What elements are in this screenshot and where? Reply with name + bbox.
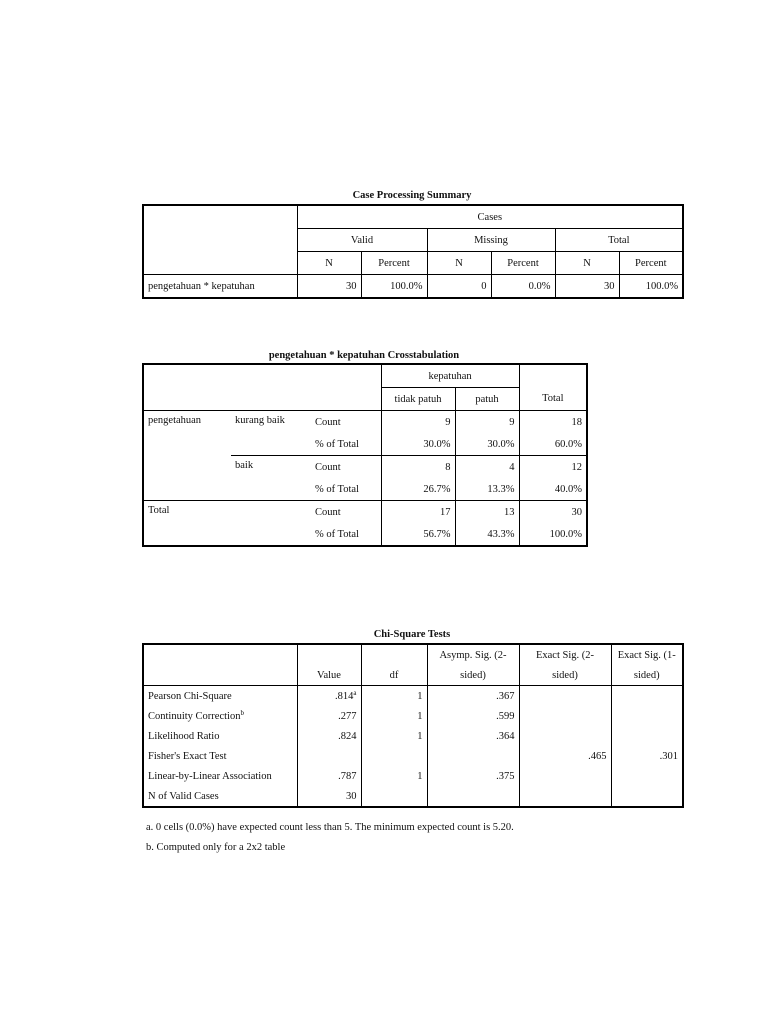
cell-value: 26.7% [381,478,455,501]
cell-value: 100.0% [361,275,427,299]
cell-value: 1 [361,706,427,726]
cell-value: 30 [297,786,361,807]
cell-value [519,766,611,786]
missing-header: Missing [427,229,555,252]
table-row [143,786,683,807]
cell-value: 8 [381,456,455,479]
cell-value [519,706,611,726]
cell-value: 9 [455,411,519,434]
cell-value: 1 [361,726,427,746]
cell-value: 12 [519,456,587,479]
chi-square-table [142,643,684,808]
cell-value [519,726,611,746]
stat-label: Count [311,411,381,434]
col-total: Total [519,388,587,411]
col-n: N [555,252,619,275]
col-tidak-patuh: tidak patuh [381,388,455,411]
cell-value: 30 [555,275,619,299]
corner-cell [143,205,297,275]
test-label: Likelihood Ratio [143,726,297,746]
cell-value: 43.3% [455,523,519,546]
empty-cell [297,644,361,665]
cell-value: .787 [297,766,361,786]
value-header: Value [297,665,361,686]
test-label: Continuity Correction$^b$ [143,706,297,726]
table-row [143,746,683,766]
cell-value: .599 [427,706,519,726]
table-row [143,275,683,299]
table-row [143,411,587,434]
cell-value: 40.0% [519,478,587,501]
case-summary-title: Case Processing Summary [352,190,472,201]
cell-value: 1 [361,686,427,707]
stat-label: % of Total [311,523,381,546]
crosstab-title: pengetahuan * kepatuhan Crosstabulation [268,350,460,361]
cell-value [611,786,683,807]
crosstab-table [142,363,588,547]
cell-value [611,686,683,707]
footnote-a: a. 0 cells (0.0%) have expected count less than 5. The minimum expected count is 5.20. [146,822,514,833]
col-n: N [297,252,361,275]
col-percent: Percent [361,252,427,275]
cell-value [427,786,519,807]
kepatuhan-header: kepatuhan [381,364,519,388]
cell-value: .367 [427,686,519,707]
cell-value: .824 [297,726,361,746]
total-row-label: Total [143,501,311,547]
exact1-header: Exact Sig. (1- [611,644,683,665]
exact1-header-2: sided) [611,665,683,686]
cell-value: 56.7% [381,523,455,546]
col-n: N [427,252,491,275]
cell-value: 13.3% [455,478,519,501]
cell-value: 18 [519,411,587,434]
cell-value: .375 [427,766,519,786]
cell-value: 17 [381,501,455,524]
asymp-header-2: sided) [427,665,519,686]
cell-value: 13 [455,501,519,524]
test-label: Linear-by-Linear Association [143,766,297,786]
col-percent: Percent [619,252,683,275]
row-var-label: pengetahuan [143,411,231,501]
col-percent: Percent [491,252,555,275]
cell-value: 4 [455,456,519,479]
cell-value: 100.0% [519,523,587,546]
valid-header: Valid [297,229,427,252]
table-row [143,766,683,786]
cell-value: .465 [519,746,611,766]
total-header: Total [555,229,683,252]
cell-value [361,786,427,807]
cell-value: 30.0% [455,433,519,456]
cell-value: 30 [297,275,361,299]
chi-square-title: Chi-Square Tests [373,629,451,640]
cell-value [361,746,427,766]
test-label: Fisher's Exact Test [143,746,297,766]
empty-cell [361,644,427,665]
cell-value [427,746,519,766]
table-row [143,686,683,707]
cell-value: .814$^a$ [297,686,361,707]
stat-label: % of Total [311,433,381,456]
test-label: N of Valid Cases [143,786,297,807]
cell-value: 60.0% [519,433,587,456]
cell-value [611,766,683,786]
stat-label: Count [311,501,381,524]
cell-value: 9 [381,411,455,434]
cell-value [519,786,611,807]
table-row [143,706,683,726]
cell-value [519,686,611,707]
cell-value: 1 [361,766,427,786]
cell-value [297,746,361,766]
test-label: Pearson Chi-Square [143,686,297,707]
cell-value: .301 [611,746,683,766]
exact2-header-2: sided) [519,665,611,686]
case-summary-table [142,204,684,299]
cell-value: 0.0% [491,275,555,299]
table-row [143,726,683,746]
stat-label: % of Total [311,478,381,501]
exact2-header: Exact Sig. (2- [519,644,611,665]
row-group-label: kurang baik [231,411,311,456]
cell-value: 30 [519,501,587,524]
corner-cell [143,364,381,411]
cell-value [611,706,683,726]
footnote-b: b. Computed only for a 2x2 table [146,842,286,853]
row-label: pengetahuan * kepatuhan [143,275,297,299]
row-group-label: baik [231,456,311,501]
cell-value [611,726,683,746]
corner-cell [143,644,297,686]
col-patuh: patuh [455,388,519,411]
cell-value: 30.0% [381,433,455,456]
empty-cell [519,364,587,388]
cases-header: Cases [297,205,683,229]
cell-value: 0 [427,275,491,299]
asymp-header: Asymp. Sig. (2- [427,644,519,665]
cell-value: .364 [427,726,519,746]
cell-value: 100.0% [619,275,683,299]
cell-value: .277 [297,706,361,726]
stat-label: Count [311,456,381,479]
df-header: df [361,665,427,686]
table-row [143,501,587,524]
